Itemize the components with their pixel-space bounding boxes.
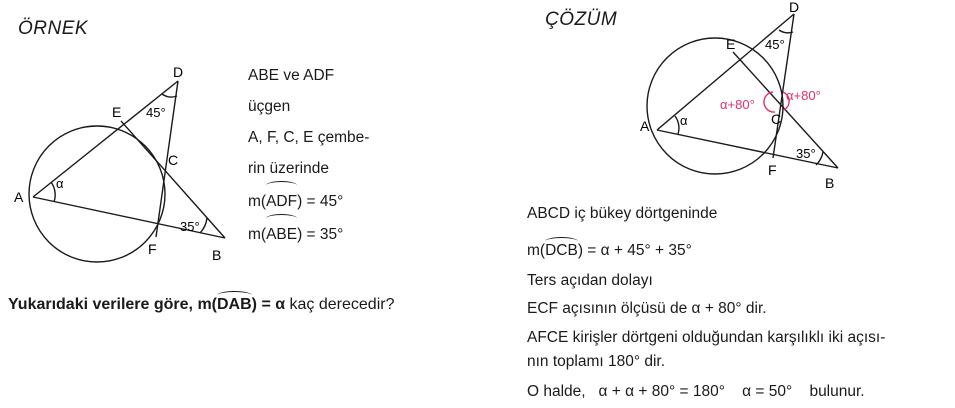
angle-b: 35°	[180, 219, 200, 234]
solution-line-5: AFCE kirişler dörtgeni olduğundan karşılıklı iki açısı-	[527, 329, 886, 346]
solution-figure	[628, 0, 898, 200]
label-e: E	[112, 104, 122, 120]
example-figure	[0, 60, 250, 310]
label-d: D	[173, 64, 184, 80]
arc-dab: DAB	[217, 296, 252, 313]
given-list	[248, 60, 369, 250]
label-c: C	[771, 111, 782, 127]
solution-line-3: Ters açıdan dolayı	[527, 272, 653, 289]
question: Yukarıdaki verilere göre, m(DAB) = α kaç derecedir?	[8, 296, 395, 313]
angle-left: α+80°	[720, 97, 755, 112]
label-f: F	[148, 241, 157, 257]
given-line-6: m(ABE) = 35°	[248, 219, 369, 250]
arc-adf: ADF	[266, 186, 297, 217]
solution-line-1: ABCD iç bükey dörtgeninde	[527, 205, 718, 222]
solution-line-2: m(DCB) = α + 45° + 35°	[527, 242, 692, 259]
arc-dcb: DCB	[545, 242, 578, 259]
solution-line-6: nın toplamı 180° dir.	[527, 353, 666, 370]
solution-line-7: O halde, α + α + 80° = 180° α = 50° bulunur.	[527, 383, 865, 400]
example-heading: ÖRNEK	[18, 18, 89, 39]
angle-b: 35°	[796, 146, 816, 161]
given-line-2: üçgen	[248, 98, 291, 115]
arc-abe: ABE	[266, 219, 297, 250]
label-a: A	[640, 118, 650, 134]
angle-d: 45°	[146, 105, 166, 120]
angle-right: α+80°	[786, 88, 821, 103]
angle-alpha: α	[56, 176, 64, 191]
label-e: E	[726, 36, 736, 52]
given-line-1: ABE ve ADF	[248, 67, 335, 84]
angle-alpha: α	[680, 113, 688, 128]
given-line-5: m(ADF) = 45°	[248, 186, 369, 217]
angle-d: 45°	[765, 37, 785, 52]
label-c: C	[168, 152, 179, 168]
solution-heading: ÇÖZÜM	[545, 9, 618, 30]
solution-line-4: ECF açısının ölçüsü de α + 80° dir.	[527, 300, 767, 317]
given-line-3: A, F, C, E çembe-	[248, 129, 370, 146]
label-d: D	[789, 0, 800, 15]
given-line-4: rin üzerinde	[248, 160, 329, 177]
label-f: F	[768, 162, 777, 178]
label-b: B	[825, 175, 835, 191]
label-a: A	[14, 189, 24, 205]
label-b: B	[212, 247, 222, 263]
